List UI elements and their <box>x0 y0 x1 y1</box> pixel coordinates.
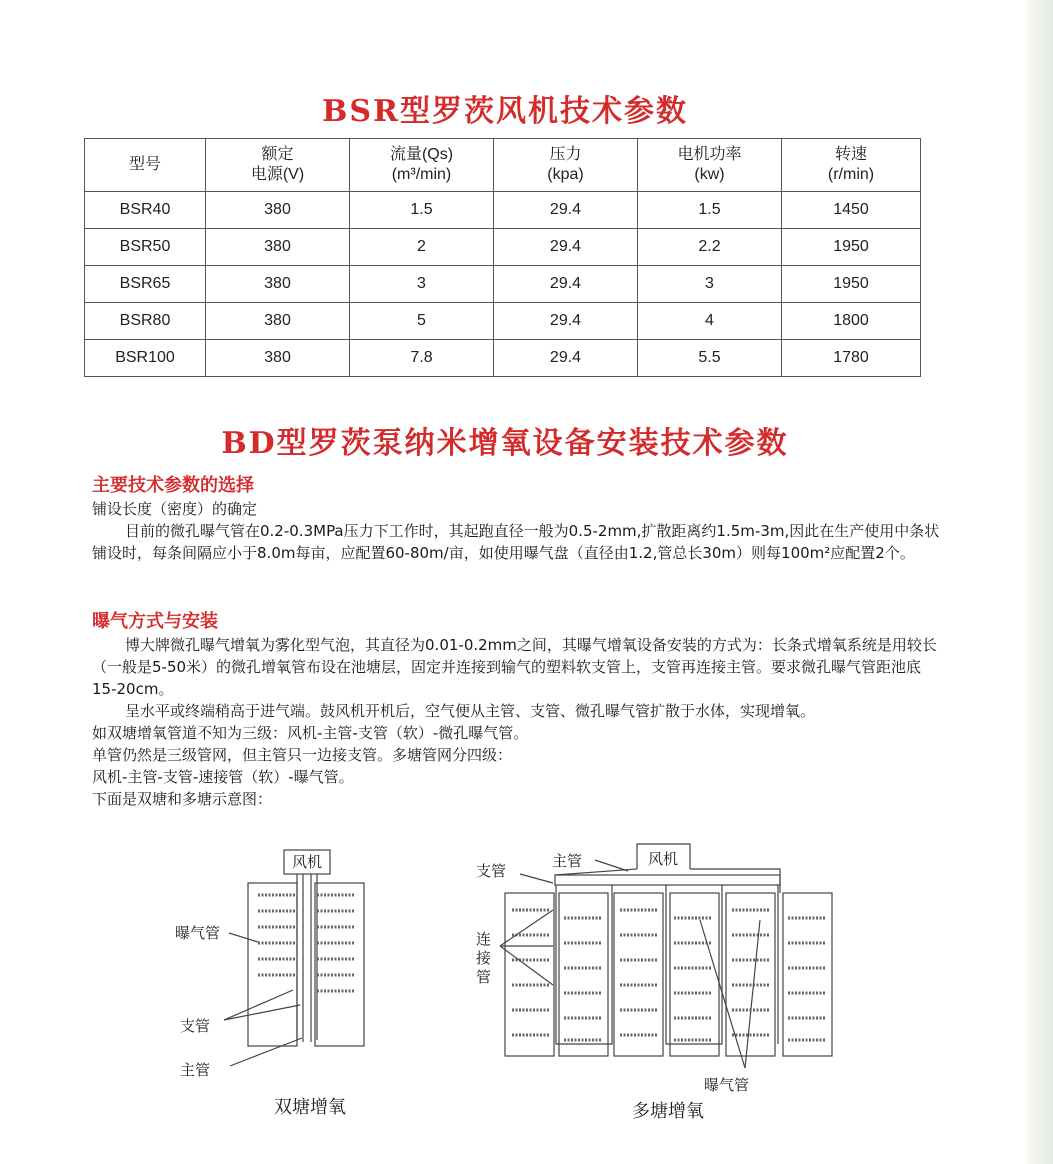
header-flow: 流量(Qs) (m³/min) <box>350 139 494 192</box>
pond-right <box>315 883 364 1046</box>
pond-left <box>248 883 297 1046</box>
label-branch-left: 支管 <box>180 1017 211 1035</box>
cell-voltage: 380 <box>206 229 350 266</box>
cell-speed: 1780 <box>782 340 921 377</box>
cell-flow: 2 <box>350 229 494 266</box>
subheading-length: 铺设长度（密度）的确定 <box>92 500 258 518</box>
cell-power: 3 <box>638 266 782 303</box>
cell-flow: 5 <box>350 303 494 340</box>
label-blower-multi: 风机 <box>647 850 679 868</box>
paragraph-spacing: 目前的微孔曝气管在0.2-0.3MPa压力下工作时，其起跑直径一般为0.5-2mm,扩散距离约1.5m-3m,因此在生产使用中条状铺设时，每条间隔应小于8.0m每亩，应配置60-80m/亩，如使用曝气盘（直径由1.2,管总长30m）则每100m²应配置2个。 <box>92 522 940 562</box>
cell-pressure: 29.4 <box>494 340 638 377</box>
cell-flow: 1.5 <box>350 192 494 229</box>
line-single-pipe: 单管仍然是三级管网，但主管只一边接支管。多塘管网分四级： <box>92 746 513 764</box>
cell-pressure: 29.4 <box>494 266 638 303</box>
pond-3 <box>614 893 663 1056</box>
label-branch-multi: 支管 <box>476 862 507 880</box>
multi-pond-diagram <box>500 844 832 1068</box>
label-connector-3: 管 <box>476 968 492 986</box>
cell-speed: 1950 <box>782 229 921 266</box>
aerator-tubes-right <box>317 895 355 991</box>
leader-branch-multi <box>520 874 553 883</box>
leader-aerator <box>229 933 258 942</box>
cell-model: BSR40 <box>85 192 206 229</box>
cell-power: 1.5 <box>638 192 782 229</box>
header-pressure: 压力 (kpa) <box>494 139 638 192</box>
cell-speed: 1450 <box>782 192 921 229</box>
cell-power: 5.5 <box>638 340 782 377</box>
cell-voltage: 380 <box>206 192 350 229</box>
leader-aerator-multi-2 <box>745 920 760 1068</box>
pond-1 <box>505 893 554 1056</box>
leader-main <box>230 1038 302 1066</box>
caption-multi-pond: 多塘增氧 <box>632 1101 704 1122</box>
cell-power: 2.2 <box>638 229 782 266</box>
cell-voltage: 380 <box>206 340 350 377</box>
paragraph-airflow: 呈水平或终端稍高于进气端。鼓风机开机后，空气便从主管、支管、微孔曝气管扩散于水体，实现增氧。 <box>125 702 816 720</box>
cell-voltage: 380 <box>206 303 350 340</box>
cell-pressure: 29.4 <box>494 192 638 229</box>
cell-flow: 7.8 <box>350 340 494 377</box>
cell-speed: 1950 <box>782 266 921 303</box>
label-blower-left: 风机 <box>291 853 323 871</box>
leader-main-multi <box>595 860 628 871</box>
cell-model: BSR50 <box>85 229 206 266</box>
section-heading-parameters: 主要技术参数的选择 <box>92 475 254 496</box>
cell-pressure: 29.4 <box>494 303 638 340</box>
leader-branch-1 <box>224 990 293 1020</box>
line-diagram-intro: 下面是双塘和多塘示意图： <box>92 790 273 808</box>
line-double-pond: 如双塘增氧管道不知为三级：风机-主管-支管（软）-微孔曝气管。 <box>92 724 529 742</box>
label-main-multi: 主管 <box>552 852 583 870</box>
section-heading-aeration: 曝气方式与安装 <box>92 611 218 632</box>
caption-double-pond: 双塘增氧 <box>274 1097 346 1118</box>
leader-connector-3 <box>500 946 553 985</box>
label-aerator-left: 曝气管 <box>175 924 221 942</box>
title-bsr-specs: BSR型罗茨风机技术参数 <box>322 94 688 129</box>
leader-connector-1 <box>500 910 553 946</box>
label-connector-2: 接 <box>476 949 492 967</box>
label-main-left: 主管 <box>180 1061 211 1079</box>
cell-pressure: 29.4 <box>494 229 638 266</box>
cell-speed: 1800 <box>782 303 921 340</box>
cell-power: 4 <box>638 303 782 340</box>
leader-branch-2 <box>224 1005 300 1020</box>
cell-voltage: 380 <box>206 266 350 303</box>
header-voltage: 额定 电源(V) <box>206 139 350 192</box>
main-pipe-bar <box>555 875 780 885</box>
main-pipe-right <box>555 869 780 893</box>
double-pond-diagram <box>224 850 364 1066</box>
label-aerator-multi: 曝气管 <box>704 1076 750 1094</box>
line-four-level: 风机-主管-支管-速接管（软）-曝气管。 <box>92 768 354 786</box>
pond-4 <box>670 893 719 1056</box>
cell-model: BSR100 <box>85 340 206 377</box>
title-bd-install-specs: BD型罗茨泵纳米增氧设备安装技术参数 <box>221 426 789 461</box>
cell-model: BSR80 <box>85 303 206 340</box>
label-connector-1: 连 <box>476 930 492 948</box>
header-motor-power: 电机功率 (kw) <box>638 139 782 192</box>
cell-flow: 3 <box>350 266 494 303</box>
paragraph-aeration-method: 博大牌微孔曝气增氧为雾化型气泡，其直径为0.01-0.2mm之间，其曝气增氧设备安装的方式为：长条式增氧系统是用较长（一般是5-50米）的微孔增氧管布设在池塘层，固定并连接到输气的塑料软支管上，支管再连接主管。要求微孔曝气管距池底15-20cm。 <box>92 636 937 698</box>
cell-model: BSR65 <box>85 266 206 303</box>
header-speed: 转速 (r/min) <box>782 139 921 192</box>
connector-pipe-1 <box>556 885 612 1044</box>
header-model: 型号 <box>85 139 206 192</box>
aerator-tubes-left <box>258 895 297 975</box>
